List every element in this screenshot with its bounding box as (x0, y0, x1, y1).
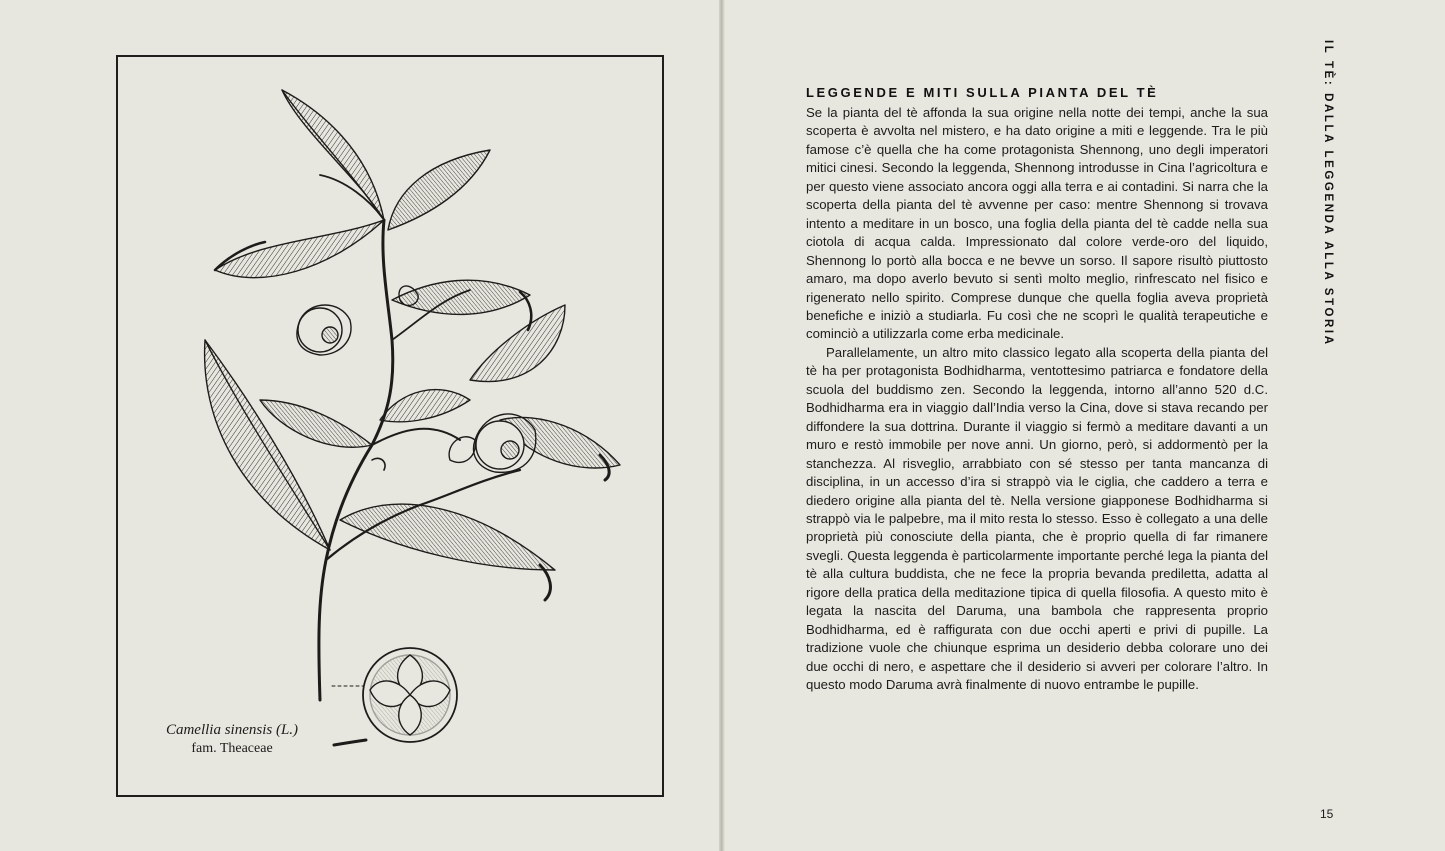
body-text (806, 104, 1268, 695)
plate-caption (152, 720, 312, 758)
species-name: Camellia sinensis (L.) (165, 722, 299, 738)
running-head: IL TÈ: DALLA LEGGENDA ALLA STORIA (1322, 40, 1334, 347)
camellia-sinensis-illustration (0, 0, 720, 851)
section-heading: LEGGENDE E MITI SULLA PIANTA DEL TÈ (806, 85, 1159, 100)
paragraph: Parallelamente, un altro mito classico legato alla scoperta della pianta del tè ha per protagonista Bodhidharma, ventottesimo patriarca e fondatore della scuola del buddismo zen. Secondo la leggenda, intorno all’anno 520 d.C. Bodhidharma era in viaggio dall’India verso la Cina, dove si stava recando per diffondere la sua dottrina. Durante il viaggio si fermò a meditare davanti a un muro e restò immobile per nove anni. Un giorno, però, si addormentò per la stanchezza. Al risveglio, arrabbiato con sé stesso per tanta mancanza di disciplina, in un accesso d’ira si strappò via le ciglia, che caddero a terra e diedero origine alla pianta del tè. Nella versione giapponese Bodhidharma si strappò via le palpebre, ma il mito resta lo stesso. Esso è collegato a una delle proprietà più conosciute della pianta, che è proprio quella di far rimanere svegli. Questa leggenda è particolarmente importante perché lega la pianta del tè alla cultura buddista, che ne fece la propria bevanda prediletta, adatta al rigore della pratica della meditazione tipica di quella filosofia. A questo mito è legata la nascita del Daruma, una bambola che rappresenta proprio Bodhidharma, ed è raffigurata con due occhi aperti e privi di pupille. La tradizione vuole che chiunque esprima un desiderio debba colorare uno dei due occhi di nero, e aspettare che il desiderio si avveri per colorare l’altro. In questo modo Daruma avrà finalmente di nuovo entrambe le pupille. (806, 344, 1268, 693)
page-number: 15 (1320, 807, 1334, 821)
family-name: fam. Theaceae (191, 741, 273, 756)
paragraph: Se la pianta del tè affonda la sua origine nella notte dei tempi, anche la sua scoperta è avvolta nel mistero, e ha dato origine a miti e leggende. Tra le più famose c’è quella che ha come protagonista Shennong, uno degli imperatori mitici cinesi. Secondo la leggenda, Shennong introdusse in Cina l’agricoltura e per questo viene associato ancora oggi alla terra e ai contadini. Si narra che la scoperta della pianta del tè avvenne per caso: mentre Shennong si trovava intento a meditare in un bosco, una foglia della pianta del tè cadde nella sua ciotola di acqua calda. Impressionato dal colore verde-oro del liquido, Shennong lo portò alla bocca e ne bevve un sorso. Il sapore risultò piuttosto amaro, ma dopo averlo bevuto si sentì molto meglio, rinfrescato nel fisico e rigenerato nello spirito. Comprese dunque che quella foglia aveva proprietà benefiche e iniziò a studiarla. Fu così che ne scoprì le qualità terapeutiche e cominciò a utilizzarla come erba medicinale. (806, 105, 1268, 342)
left-page (0, 0, 720, 851)
